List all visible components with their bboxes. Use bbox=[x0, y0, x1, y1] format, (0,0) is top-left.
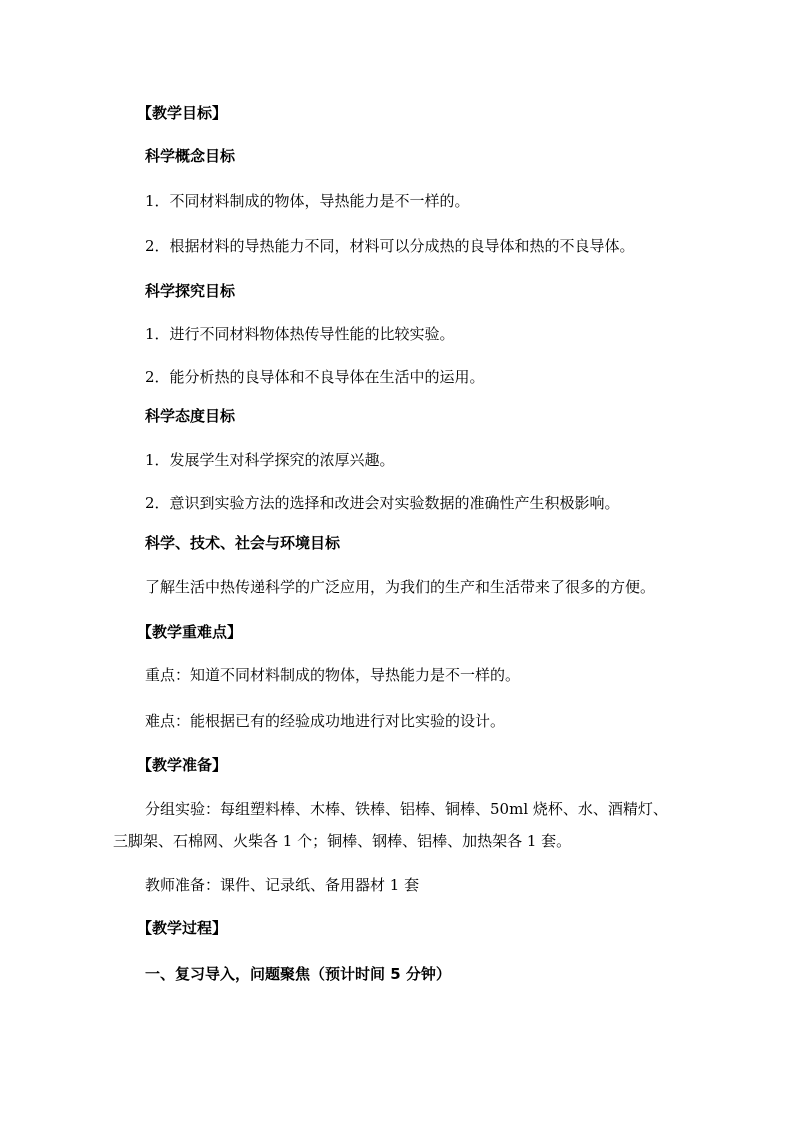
paragraph-inquiry-2: 2．能分析热的良导体和不良导体在生活中的运用。 bbox=[145, 368, 485, 386]
section-heading-teaching-objectives: 【教学目标】 bbox=[137, 104, 228, 122]
paragraph-key-point: 重点：知道不同材料制成的物体，导热能力是不一样的。 bbox=[145, 666, 521, 684]
subheading-science-concept-goals: 科学概念目标 bbox=[145, 147, 236, 165]
paragraph-attitude-2: 2．意识到实验方法的选择和改进会对实验数据的准确性产生积极影响。 bbox=[145, 494, 620, 512]
paragraph-concept-1: 1．不同材料制成的物体，导热能力是不一样的。 bbox=[145, 192, 470, 210]
section-heading-teaching-process: 【教学过程】 bbox=[137, 919, 228, 937]
paragraph-stse: 了解生活中热传递科学的广泛应用，为我们的生产和生活带来了很多的方便。 bbox=[145, 578, 656, 596]
paragraph-attitude-1: 1．发展学生对科学探究的浓厚兴趣。 bbox=[145, 451, 395, 469]
subheading-science-inquiry-goals: 科学探究目标 bbox=[145, 282, 236, 300]
paragraph-group-experiment-continued: 三脚架、石棉网、火柴各 1 个；铜棒、钢棒、铝棒、加热架各 1 套。 bbox=[113, 832, 572, 850]
subheading-stse-goals: 科学、技术、社会与环境目标 bbox=[145, 534, 341, 552]
subheading-review-introduction: 一、复习导入，问题聚焦（预计时间 5 分钟） bbox=[145, 965, 451, 983]
section-heading-teaching-preparation: 【教学准备】 bbox=[137, 756, 228, 774]
paragraph-difficult-point: 难点：能根据已有的经验成功地进行对比实验的设计。 bbox=[145, 712, 506, 730]
paragraph-teacher-preparation: 教师准备：课件、记录纸、备用器材 1 套 bbox=[145, 876, 420, 894]
paragraph-inquiry-1: 1．进行不同材料物体热传导性能的比较实验。 bbox=[145, 325, 455, 343]
section-heading-key-difficult-points: 【教学重难点】 bbox=[137, 623, 243, 641]
paragraph-concept-2: 2．根据材料的导热能力不同，材料可以分成热的良导体和热的不良导体。 bbox=[145, 237, 635, 255]
subheading-science-attitude-goals: 科学态度目标 bbox=[145, 407, 236, 425]
paragraph-group-experiment: 分组实验：每组塑料棒、木棒、铁棒、铝棒、铜棒、50ml 烧杯、水、酒精灯、 bbox=[145, 800, 668, 818]
